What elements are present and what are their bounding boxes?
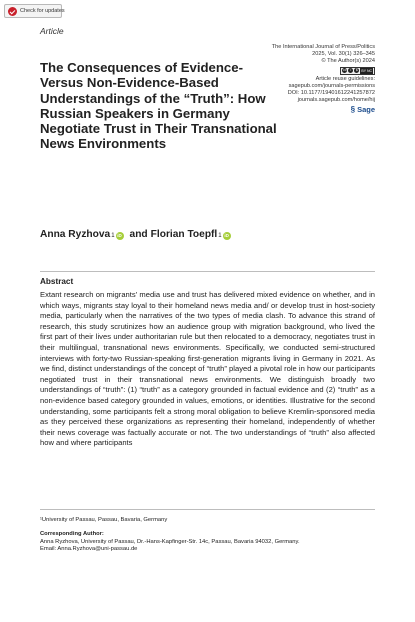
- affiliation: ¹University of Passau, Passau, Bavaria, Germany: [40, 517, 168, 523]
- footer-divider: [40, 509, 375, 510]
- author-list: [40, 229, 234, 240]
- footnotes: [40, 513, 375, 554]
- authors-joiner: and: [129, 229, 148, 240]
- article-title: The Consequences of Evidence- Versus Non-Evidence-Based Understandings of the “Truth”: How Russian Speakers in Germany Negotiate Trust in Their Transnational News Environments: [40, 60, 277, 152]
- divider: [40, 271, 375, 272]
- corresponding-author-heading: Corresponding Author:: [40, 531, 104, 538]
- license-badge[interactable]: [340, 66, 375, 75]
- doi[interactable]: DOI: 10.1177/19401612241257872: [287, 90, 375, 96]
- cc-by-nc-license-icon: cc i $ BY NC: [340, 67, 375, 75]
- publisher-name: Sage: [357, 105, 375, 114]
- corresponding-author-address: Anna Ryzhova, University of Passau, Dr.-Hans-Kapfinger-Str. 14c, Passau, Bavaria 94032, Germany.: [40, 538, 300, 545]
- check-for-updates-label: Check for updates: [20, 8, 65, 14]
- checkmark-icon: [8, 7, 17, 16]
- copyright: © The Author(s) 2024: [321, 58, 375, 64]
- corresponding-author-email[interactable]: Email: Anna.Ryzhova@uni-passau.de: [40, 546, 138, 553]
- journal-meta: [205, 44, 375, 115]
- orcid-icon[interactable]: iD: [117, 233, 122, 238]
- publisher-logo[interactable]: [348, 106, 375, 113]
- author-name: Anna Ryzhova: [40, 229, 111, 240]
- reuse-guidelines: Article reuse guidelines:: [315, 76, 375, 82]
- author-affiliation-marker: 1: [111, 233, 115, 239]
- abstract-heading: Abstract: [40, 277, 74, 286]
- journal-homepage-link[interactable]: journals.sagepub.com/home/hij: [297, 97, 375, 103]
- orcid-icon[interactable]: iD: [224, 233, 229, 238]
- author-affiliation-marker: 1: [218, 233, 222, 239]
- check-for-updates-badge[interactable]: [4, 4, 65, 18]
- permissions-link[interactable]: sagepub.com/journals-permissions: [288, 83, 375, 89]
- sage-logo-icon: §: [350, 105, 356, 114]
- abstract-text: Extant research on migrants’ media use and trust has delivered mixed evidence on whether, and in which ways, migrants stay loyal to their homeland news media and/ or develop trust in host-society media, particularly when the narratives of the two types of media clash. To advance this strand of research, this study scrutinizes how an audience group with migration background, who lived the first part of their lives under authoritarian rule but then relocated to a democracy, negotiates trust in their multilingual, transnational news environments. Specifically, we conducted semi-structured interviews with forty-two Russian-speaking first-generation migrants living in Germany in 2021. As we find, distinct understandings of the concept of “truth” played a pivotal role in how our participants negotiated trust in their transnational news environments. We distinguish broadly two understandings of “truth”: (1) “truth” as a category grounded in factual evidence and (2) “truth” as a non-evidence based category grounded in values, emotions, or identities. Illustrative for the second understanding, some participants felt a strong moral obligation to believe Kremlin-sponsored media as they perceived these organizations as representing their homeland, independently of whether their news coverage was factually accurate or not. The two understandings of “truth” also affected how and where participants: [40, 290, 375, 448]
- section-label: Article: [40, 26, 64, 36]
- author-name: Florian Toepfl: [150, 229, 218, 240]
- journal-volume: 2025, Vol. 30(1) 326–345: [312, 51, 375, 57]
- journal-name: The International Journal of Press/Politics: [271, 44, 375, 50]
